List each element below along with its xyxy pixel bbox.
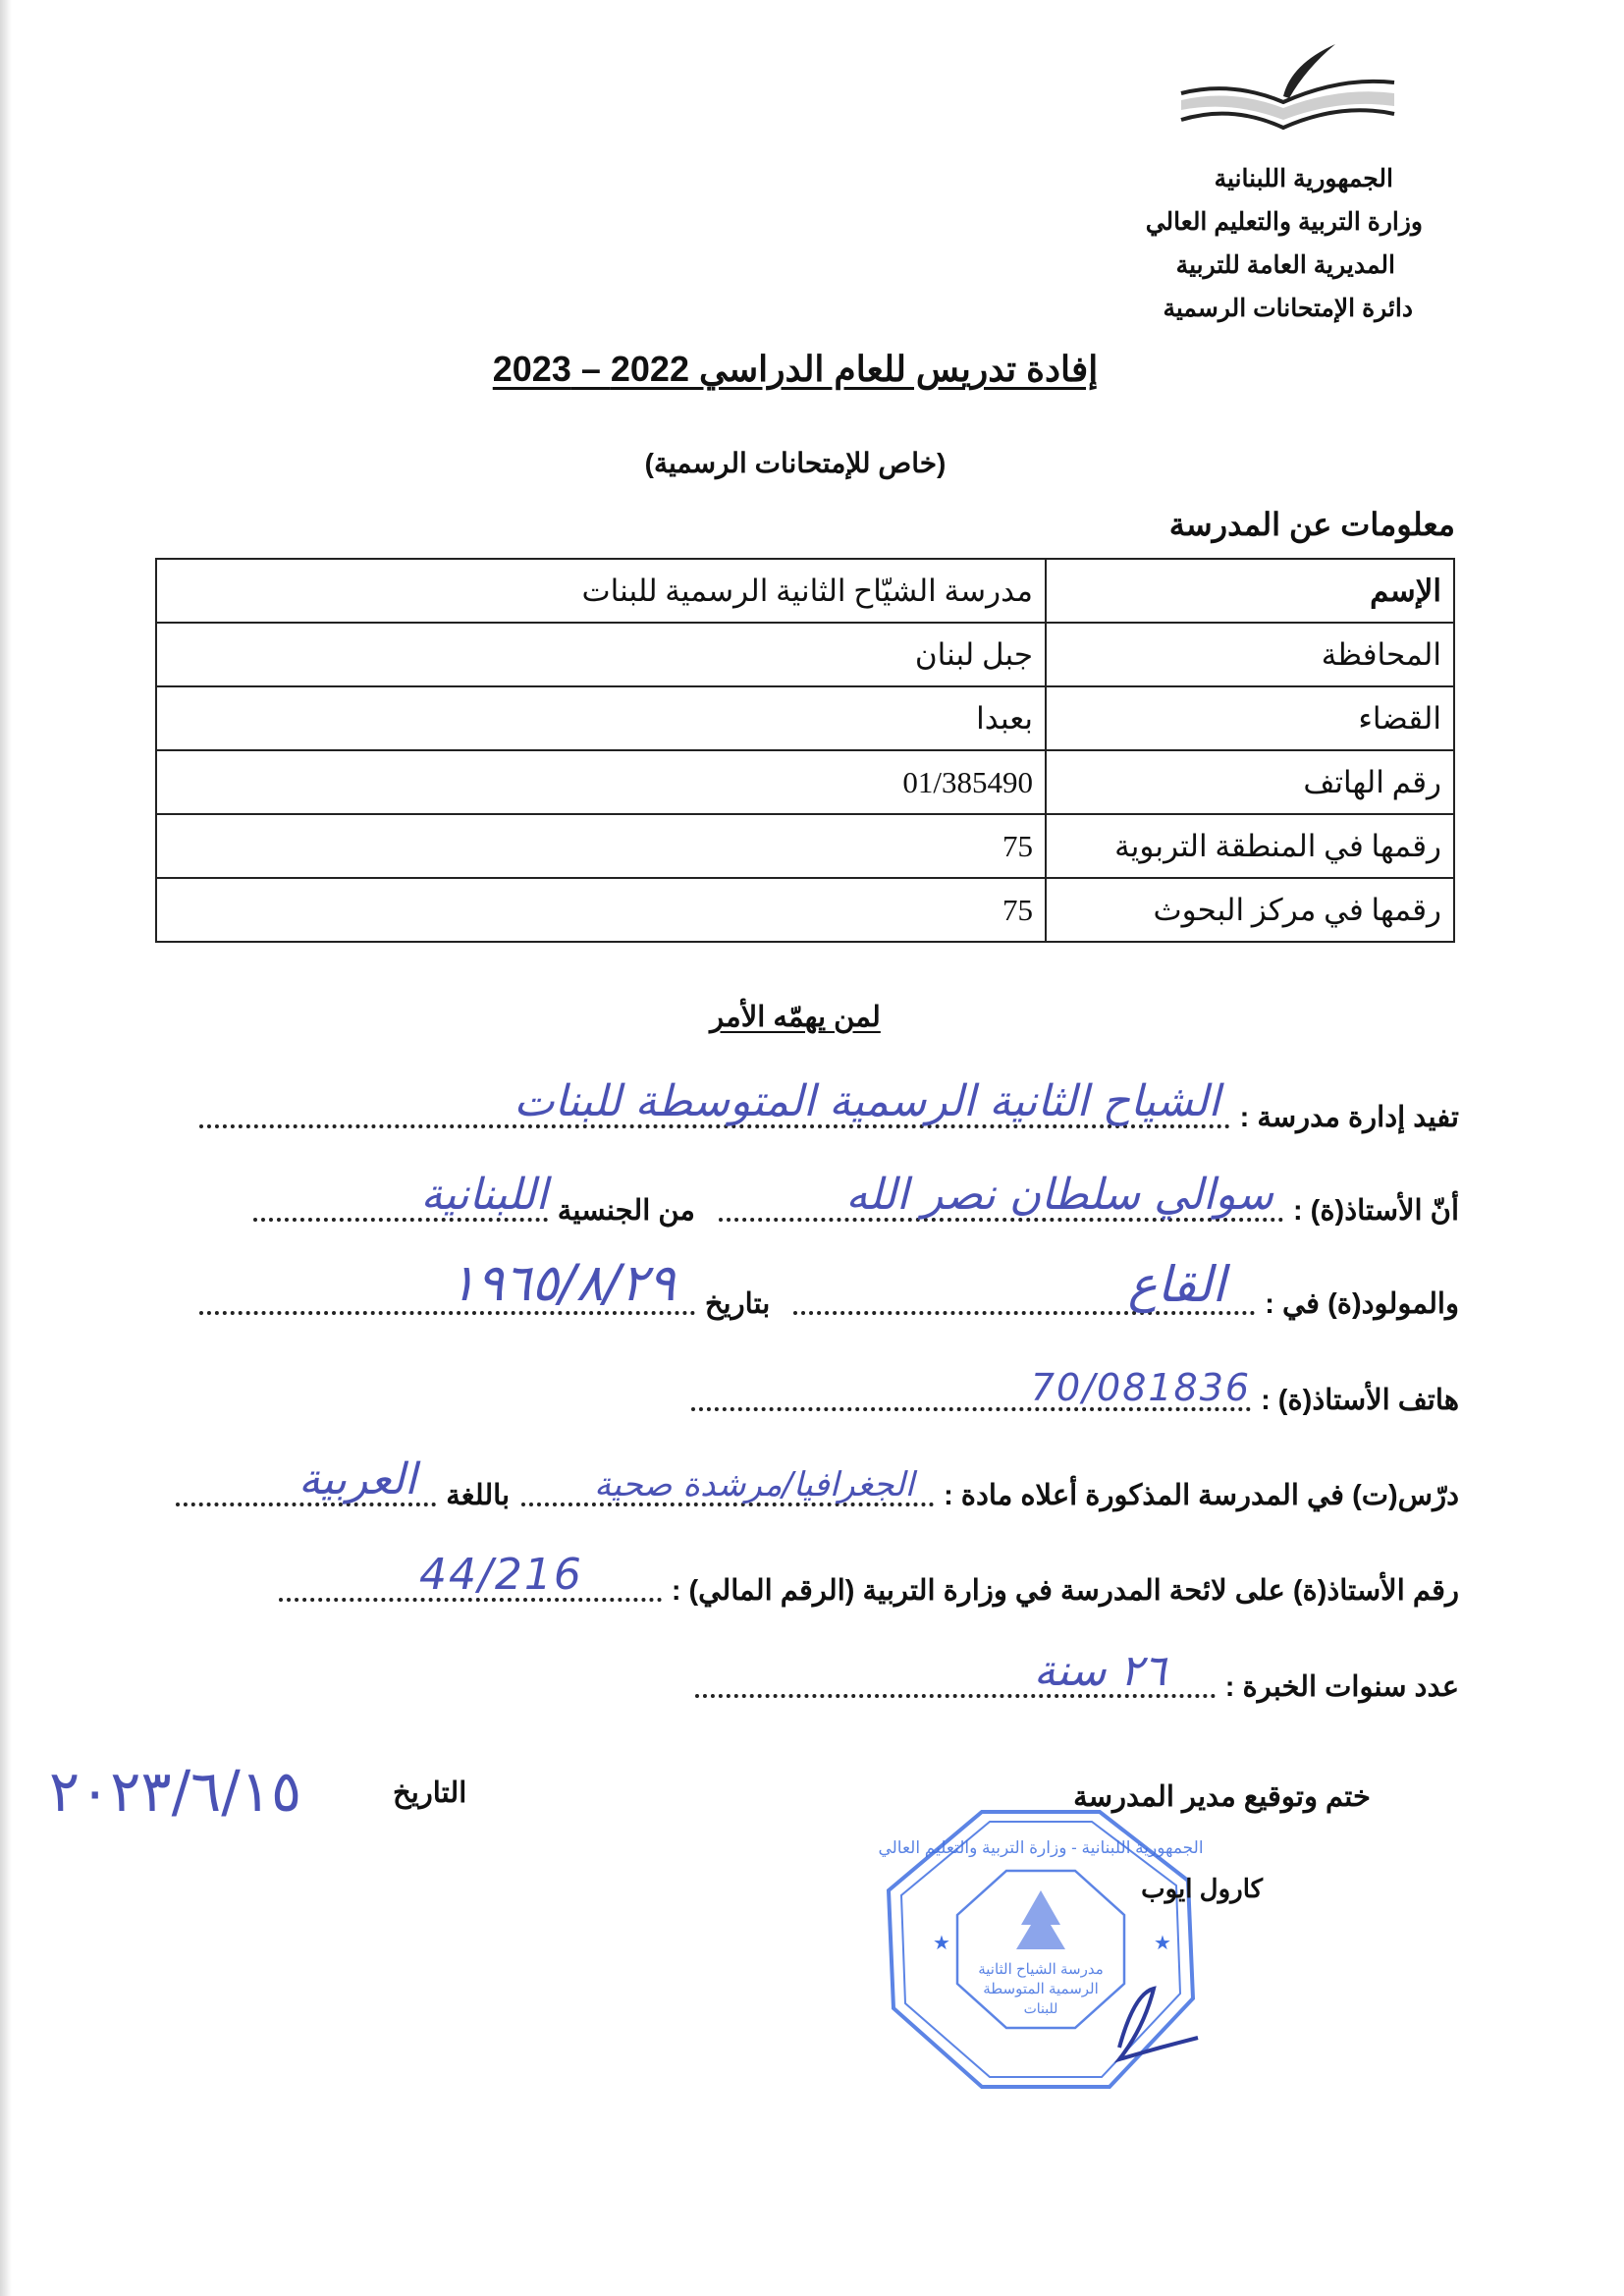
language-label: باللغة — [446, 1480, 511, 1511]
header-line-directorate: المديرية العامة للتربية — [1175, 251, 1395, 279]
scan-edge — [0, 0, 12, 2296]
phone-handwritten: 70/081836 — [1030, 1366, 1252, 1409]
ministry-logo-icon — [1173, 39, 1399, 137]
birthplace-label: والمولود(ة) في : — [1265, 1288, 1459, 1320]
experience-field[interactable] — [695, 1646, 1216, 1698]
subject-handwritten: الجغرافيا/مرشدة صحية — [594, 1465, 915, 1504]
ministry-header — [1146, 157, 1423, 330]
school-info-heading: معلومات عن المدرسة — [1168, 507, 1455, 542]
form-row-birth — [195, 1254, 1459, 1321]
row-label: الإسم — [1046, 559, 1454, 623]
birthplace-field[interactable] — [793, 1256, 1255, 1315]
form-row-financial — [275, 1550, 1459, 1608]
row-label: رقمها في مركز البحوث — [1046, 878, 1454, 942]
date-handwritten: ٢٠٢٣/٦/١٥ — [49, 1758, 302, 1825]
phone-label: هاتف الأستاذ(ة) : — [1261, 1385, 1459, 1416]
financial-handwritten: 44/216 — [419, 1550, 583, 1600]
row-value: 01/385490 — [156, 750, 1046, 814]
table-row — [156, 814, 1454, 878]
row-label: القضاء — [1046, 686, 1454, 750]
experience-label: عدد سنوات الخبرة : — [1224, 1671, 1459, 1703]
financial-label: رقم الأستاذ(ة) على لائحة المدرسة في وزارة التربية (الرقم المالي) : — [671, 1575, 1459, 1607]
row-label: رقم الهاتف — [1046, 750, 1454, 814]
birthdate-field[interactable] — [199, 1254, 695, 1315]
form-row-teacher — [249, 1170, 1459, 1228]
document-title: إفادة تدريس للعام الدراسي 2022 – 2023 — [492, 349, 1099, 389]
form-row-school — [195, 1076, 1459, 1134]
nationality-handwritten: اللبنانية — [420, 1170, 548, 1220]
stamp-inner-line: للبنات — [1023, 2000, 1058, 2016]
row-label: رقمها في المنطقة التربوية — [1046, 814, 1454, 878]
language-handwritten: العربية — [298, 1454, 417, 1504]
star-icon: ★ — [933, 1933, 950, 1954]
star-icon: ★ — [1154, 1933, 1171, 1954]
phone-field[interactable] — [691, 1366, 1252, 1411]
table-row — [156, 559, 1454, 623]
birthplace-handwritten: القاع — [1127, 1256, 1226, 1313]
principal-name: كارول ايوب — [1141, 1874, 1263, 1903]
teacher-label: أنّ الأستاذ(ة) : — [1292, 1195, 1459, 1227]
table-row — [156, 878, 1454, 942]
stamp-outer-text: الجمهورية اللبنانية - وزارة التربية والتعليم العالي — [878, 1838, 1204, 1857]
school-info-table — [155, 558, 1455, 943]
row-value: جبل لبنان — [156, 623, 1046, 686]
language-field[interactable] — [176, 1454, 436, 1506]
table-row — [156, 686, 1454, 750]
school-handwritten: الشياح الثانية الرسمية المتوسطة للبنات — [514, 1076, 1220, 1126]
stamp-inner-line: مدرسة الشياح الثانية — [978, 1961, 1104, 1978]
table-row — [156, 623, 1454, 686]
stamp-inner-line: الرسمية المتوسطة — [983, 1981, 1099, 1997]
row-label: المحافظة — [1046, 623, 1454, 686]
nationality-field[interactable] — [253, 1170, 548, 1222]
row-value: 75 — [156, 878, 1046, 942]
financial-field[interactable] — [279, 1550, 662, 1602]
teacher-field[interactable] — [719, 1170, 1283, 1222]
to-whom-heading: لمن يهمّه الأمر — [710, 1002, 881, 1033]
school-label: تفيد إدارة مدرسة : — [1239, 1102, 1459, 1133]
form-row-experience — [691, 1646, 1459, 1704]
row-value: مدرسة الشيّاح الثانية الرسمية للبنات — [156, 559, 1046, 623]
header-line-republic: الجمهورية اللبنانية — [1214, 165, 1393, 192]
subject-label: درّس(ت) في المدرسة المذكورة أعلاه مادة : — [944, 1480, 1459, 1511]
school-field[interactable] — [199, 1076, 1230, 1128]
form-row-phone — [687, 1366, 1459, 1417]
birthdate-handwritten: ١٩٦٥/٨/٢٩ — [449, 1254, 676, 1313]
signature-scribble — [1119, 1989, 1198, 2059]
table-row — [156, 750, 1454, 814]
form-row-subject — [172, 1454, 1459, 1512]
subject-field[interactable] — [521, 1465, 934, 1506]
header-line-department: دائرة الإمتحانات الرسمية — [1163, 295, 1413, 322]
birthdate-label: بتاريخ — [704, 1288, 771, 1320]
date-label: التاريخ — [393, 1777, 467, 1809]
school-stamp — [874, 1802, 1208, 2097]
signature-label: ختم وتوقيع مدير المدرسة — [1073, 1781, 1371, 1813]
nationality-label: من الجنسية — [557, 1195, 695, 1227]
row-value: 75 — [156, 814, 1046, 878]
experience-handwritten: ٢٦ سنة — [1033, 1646, 1166, 1696]
teacher-handwritten: سوالي سلطان نصر الله — [845, 1170, 1273, 1220]
row-value: بعبدا — [156, 686, 1046, 750]
document-subtitle: (خاص للإمتحانات الرسمية) — [644, 448, 947, 478]
cedar-icon — [1016, 1890, 1065, 1949]
header-line-ministry: وزارة التربية والتعليم العالي — [1145, 208, 1423, 236]
